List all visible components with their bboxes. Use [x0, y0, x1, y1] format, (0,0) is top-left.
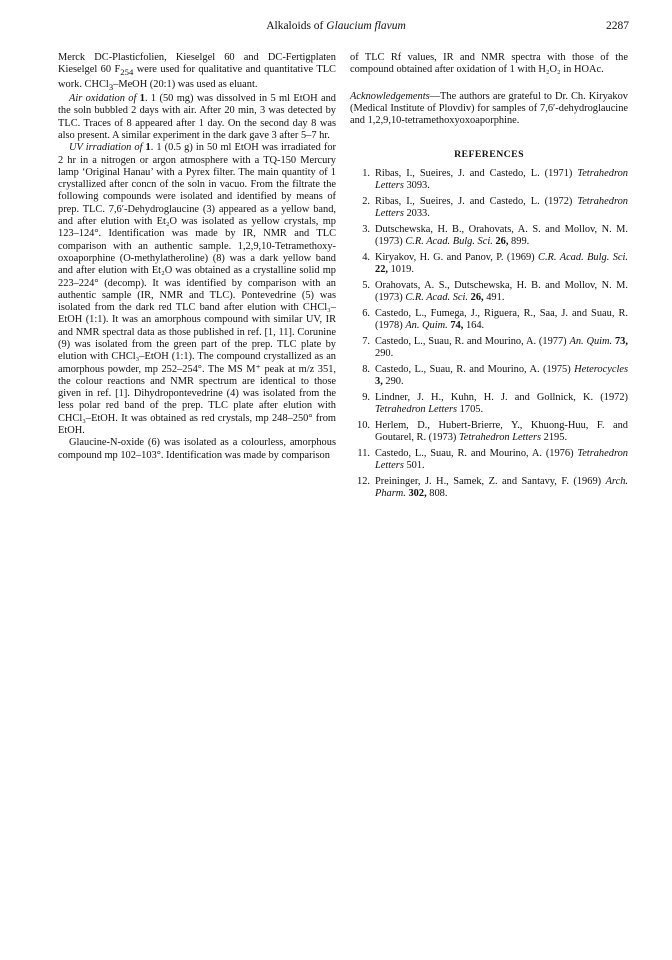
reference-number: 1. — [362, 167, 370, 179]
reference-number: 2. — [362, 195, 370, 207]
reference-journal: Tetrahedron Letters — [375, 167, 628, 192]
reference-journal: Tetrahedron Letters — [458, 431, 542, 443]
reference-journal: C.R. Acad. Sci. — [405, 292, 469, 304]
reference-journal: Tetrahedron Letters — [375, 403, 458, 415]
reference-item — [350, 280, 628, 305]
reference-journal: Arch. Pharm. — [375, 475, 628, 499]
air-oxidation-paragraph: Air oxidation of 1. 1 (50 mg) was dissolved in 5 ml EtOH and the soln bubbled 2 days with air. After 20 min, 3 was detected by TLC. Traces of 8 appeared after 1 day. On the second day 8 was also present. A similar experiment in the dark gave 3 after 5–7 hr. — [58, 93, 337, 141]
reference-item — [350, 336, 628, 361]
materials-paragraph: Merck DC-Plasticfolien, Kieselgel 60 and DC-Fertigplaten Kieselgel 60 $F_{254}$ were used for qualitative and quantitative TLC work. CHCl$_3$–MeOH (20:1) was used as eluant. — [58, 52, 336, 92]
reference-text: Castedo, L., Fumega, J., Riguera, R., Saa, J. and Suau, R. (1978) An. Quim. 74, 164. — [375, 307, 628, 331]
reference-text: Castedo, L., Suau, R. and Mourino, A. (1976) Tetrahedron Letters 501. — [375, 447, 628, 471]
reference-text: Castedo, L., Suau, R. and Mourino, A. (1977) An. Quim. 73, 290. — [375, 335, 628, 359]
reference-item — [350, 364, 628, 389]
acknowledgements-paragraph: Acknowledgements—The authors are grateful to Dr. Ch. Kiryakov (Medical Institute of Plovdiv) for samples of 7,6′-dehydroglaucine and 1,2,9,10-tetramethoxyoxoaporphine. — [350, 90, 628, 127]
reference-item — [350, 224, 628, 249]
reference-item — [350, 196, 628, 221]
reference-volume: 73, — [612, 335, 628, 347]
reference-number: 12. — [357, 475, 370, 487]
reference-item — [350, 448, 628, 473]
reference-volume: 26, — [468, 292, 484, 304]
reference-volume: 74, — [447, 320, 464, 331]
reference-number: 4. — [362, 251, 370, 263]
reference-text: Castedo, L., Suau, R. and Mourino, A. (1975) Heterocycles 3, 290. — [375, 363, 628, 387]
reference-item — [350, 476, 628, 501]
reference-journal: Tetrahedron Letters — [375, 447, 628, 471]
reference-item — [350, 252, 628, 277]
running-title-species: Glaucium flavum — [326, 20, 406, 32]
reference-volume: 26, — [492, 236, 509, 248]
reference-text: Preininger, J. H., Samek, Z. and Santavy, F. (1969) Arch. Pharm. 302, 808. — [375, 475, 628, 499]
reference-item — [350, 308, 628, 333]
references-heading: REFERENCES — [454, 149, 524, 161]
running-title: Alkaloids of Glaucium flavum — [266, 20, 406, 32]
reference-number: 8. — [362, 363, 370, 375]
reference-text: Lindner, J. H., Kuhn, H. J. and Gollnick, K. (1972) Tetrahedron Letters 1705. — [375, 391, 628, 415]
reference-text: Orahovats, A. S., Dutschewska, H. B. and Mollov, N. M. (1973) C.R. Acad. Sci. 26, 491. — [375, 279, 628, 304]
uv-irradiation-paragraph: UV irradiation of 1. 1 (0.5 g) in 50 ml EtOH was irradiated for 2 hr in a nitrogen or argon atmosphere with a TQ-150 Mercury lamp ‘Original Hanau’ with a Pyrex filter. The main quantity of 1 crystallized after concn of the soln in vacuo. From the filtrate the following compounds were isolated and identified by means of prep. TLC. 7,6′-Dehydroglaucine (3) appeared as a yellow band, and after elution with Et₂O was isolated as yellow crystals, mp 123–124°. Identification was made by IR, NMR and TLC comparison with an authentic sample. 1,2,9,10-Tetramethoxy-oxoaporphine (O-methylatheroline) (8) was a dark yellow band and after elution with Et₂O was obtained as a crystalline solid mp 223–224° (decomp). It was identified by comparison with an authentic sample (IR, NMR and TLC). Pontevedrine (5) was isolated from the dark red TLC band after elution with CHCl₃–EtOH (1:1). It was an amorphous compound with similar UV, IR and NMR spectral data as those published in ref. [1, 11]. Corunine (9) was isolated from the green part of the prep. TLC plate by elution with CHCl₃–EtOH (1:1). The compound crystallized as an amorphous powder, mp 252–254°. The MS M⁺ peak at m/z 351, the colour reactions and NMR spectrum are identical to those given in ref. [1]. Dihydropontevedrine (4) was isolated from the less polar red band of the prep. TLC plate after elution with CHCl₃–EtOH. It was obtained as red crystals, mp 248–250° from EtOH. — [58, 142, 337, 437]
continuation-paragraph: of TLC Rf values, IR and NMR spectra with those of the compound obtained after oxidation of 1 with H₂O₂ in HOAc. — [350, 52, 628, 76]
reference-item — [350, 168, 628, 193]
reference-journal: An. Quim. — [405, 320, 448, 331]
glaucine-oxide-paragraph: Glaucine-N-oxide (6) was isolated as a colourless, amorphous compound mp 102–103°. Identification was made by comparison — [58, 437, 336, 461]
reference-list — [350, 168, 628, 500]
reference-journal: An. Quim. — [569, 335, 613, 347]
page-number: 2287 — [606, 20, 629, 32]
reference-number: 7. — [362, 335, 370, 347]
reference-number: 3. — [362, 223, 370, 235]
reference-number: 9. — [362, 391, 370, 403]
reference-journal: Heterocycles — [574, 363, 628, 375]
reference-text: Ribas, I., Sueires, J. and Castedo, L. (1972) Tetrahedron Letters 2033. — [375, 195, 628, 220]
reference-number: 10. — [357, 419, 370, 431]
reference-item — [350, 420, 628, 445]
reference-number: 11. — [357, 447, 370, 459]
right-column — [350, 52, 628, 504]
reference-text: Dutschewska, H. B., Orahovats, A. S. and Mollov, N. M. (1973) C.R. Acad. Bulg. Sci. 26, 899. — [375, 223, 628, 248]
left-column — [58, 52, 336, 462]
reference-volume: 3, — [375, 375, 383, 387]
reference-text: Herlem, D., Hubert-Brierre, Y., Khuong-Huu, F. and Goutarel, R. (1973) Tetrahedron Letters 2195. — [375, 419, 628, 443]
reference-journal: Tetrahedron Letters — [375, 195, 628, 220]
reference-volume: 302, — [405, 487, 427, 499]
reference-item — [350, 392, 628, 417]
reference-text: Kiryakov, H. G. and Panov, P. (1969) C.R. Acad. Bulg. Sci. 22, 1019. — [375, 251, 628, 276]
reference-number: 6. — [362, 307, 370, 319]
running-header — [0, 20, 672, 36]
reference-number: 5. — [362, 279, 370, 291]
reference-journal: C.R. Acad. Bulg. Sci. — [538, 251, 628, 263]
reference-volume: 22, — [375, 264, 388, 276]
reference-text: Ribas, I., Sueires, J. and Castedo, L. (1971) Tetrahedron Letters 3093. — [375, 167, 628, 192]
reference-journal: C.R. Acad. Bulg. Sci. — [405, 236, 493, 248]
